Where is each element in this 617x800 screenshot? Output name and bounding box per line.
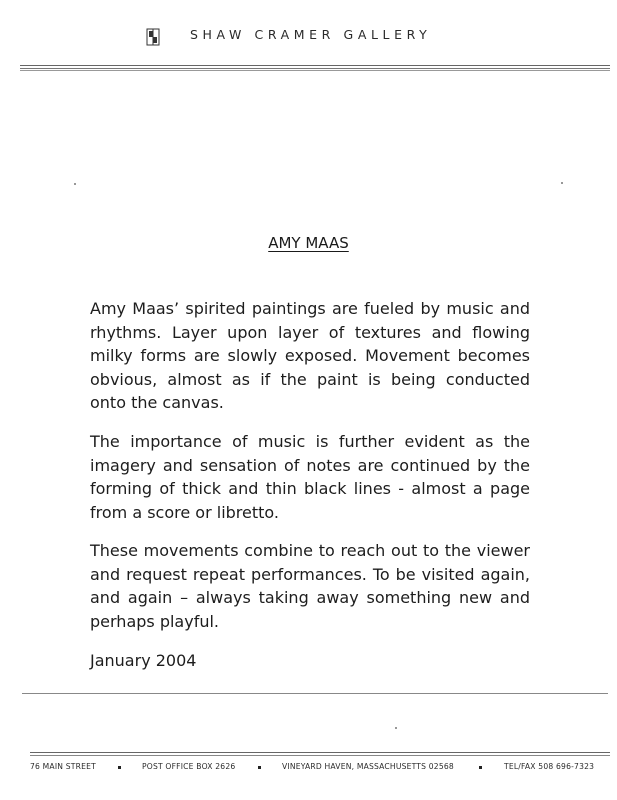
header-rule bbox=[20, 65, 610, 66]
footer-rule bbox=[30, 752, 610, 753]
footer-street: 76 MAIN STREET bbox=[30, 762, 96, 771]
document-date: January 2004 bbox=[90, 651, 197, 670]
footer-po-box: POST OFFICE BOX 2626 bbox=[142, 762, 236, 771]
body-paragraph: Amy Maas’ spirited paintings are fueled by music and rhythms. Layer upon layer of textures and flowing milky forms are slowly exposed. Movement becomes obvious, almost as if the paint is being conducted onto the canvas. bbox=[90, 299, 530, 412]
bullet-icon bbox=[258, 766, 261, 769]
footer-tel: TEL/FAX 508 696-7323 bbox=[504, 762, 595, 771]
footer-rule bbox=[30, 755, 610, 756]
scan-speck bbox=[74, 183, 76, 185]
header-rule bbox=[20, 70, 610, 71]
bullet-icon bbox=[479, 766, 482, 769]
scan-speck bbox=[561, 182, 563, 184]
footer-address bbox=[30, 760, 595, 776]
body-paragraph: These movements combine to reach out to the viewer and request repeat performances. To be visited again, and again – always taking away something new and perhaps playful. bbox=[90, 541, 530, 631]
document-title-text: AMY MAAS bbox=[268, 234, 349, 252]
scan-speck bbox=[395, 727, 397, 729]
letterhead bbox=[0, 22, 617, 52]
footer-town: VINEYARD HAVEN, MASSACHUSETTS 02568 bbox=[282, 762, 454, 771]
footer-rule bbox=[22, 693, 608, 694]
bullet-icon bbox=[118, 766, 121, 769]
gallery-name: SHAW CRAMER GALLERY bbox=[190, 27, 432, 42]
gallery-logo-icon bbox=[146, 28, 160, 46]
header-rule bbox=[20, 68, 610, 69]
body-paragraph: The importance of music is further evident as the imagery and sensation of notes are continued by the forming of thick and thin black lines - almost a page from a score or libretto. bbox=[90, 432, 530, 522]
document-title bbox=[0, 233, 617, 252]
